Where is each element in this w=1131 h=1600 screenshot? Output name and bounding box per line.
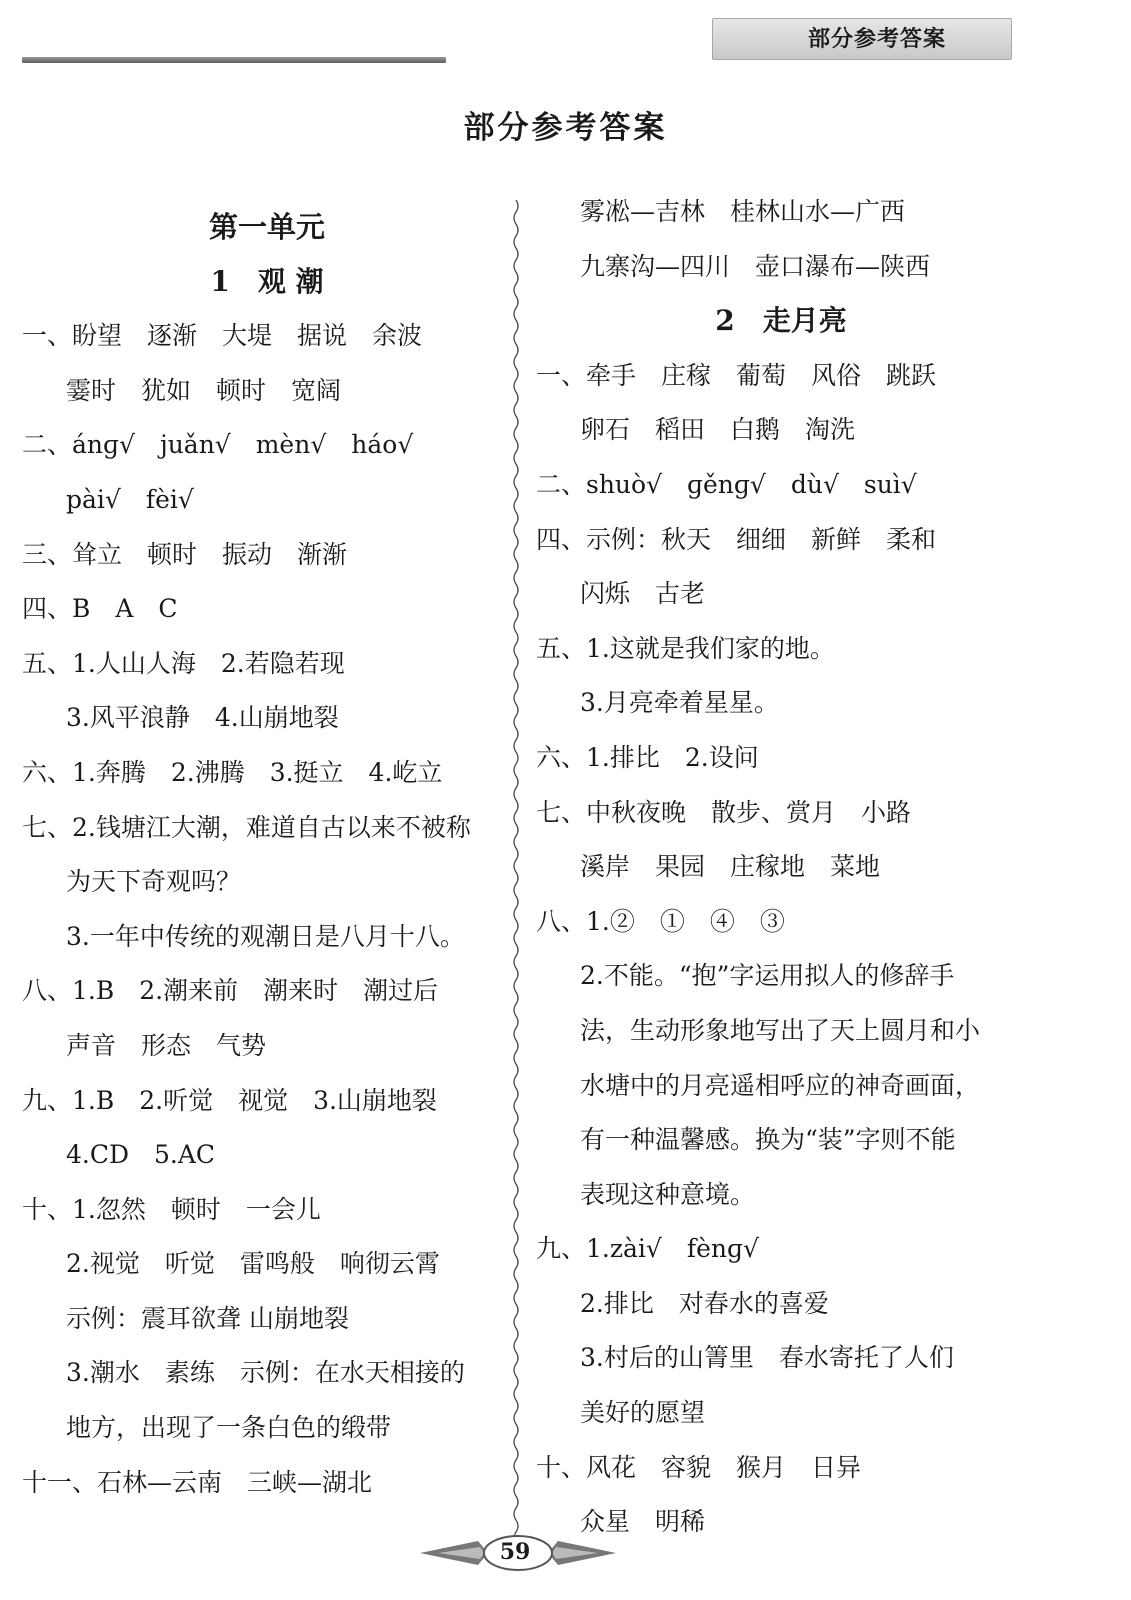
answer-line: 有一种温馨感。换为“装”字则不能 — [580, 1125, 956, 1155]
answer-line: 3.村后的山箐里 春水寄托了人们 — [580, 1343, 954, 1373]
answer-line: 八、1.B 2.潮来前 潮来时 潮过后 — [22, 976, 439, 1006]
header-tab: 部分参考答案 — [712, 18, 1012, 60]
answer-line: 五、1.这就是我们家的地。 — [536, 633, 835, 663]
answer-line: 闪烁 古老 — [580, 579, 706, 609]
page-number: 59 — [499, 1539, 531, 1565]
answer-line: 地方，出现了一条白色的缎带 — [66, 1413, 392, 1443]
answer-line: 一、盼望 逐渐 大堤 据说 余波 — [22, 321, 423, 351]
section-heading: 第一单元 — [208, 210, 325, 244]
answer-line: 九、1.B 2.听觉 视觉 3.山崩地裂 — [22, 1085, 437, 1115]
answer-line: 2.不能。“抱”字运用拟人的修辞手 — [580, 961, 955, 991]
answer-line: 卵石 稻田 白鹅 淘洗 — [580, 415, 856, 445]
answer-line: pài√ fèi√ — [66, 484, 194, 514]
answer-line: 示例：震耳欲聋 山崩地裂 — [66, 1303, 349, 1333]
answer-line: 众星 明稀 — [580, 1507, 706, 1537]
answer-line: 七、中秋夜晚 散步、赏月 小路 — [536, 797, 912, 827]
answer-line: 雾凇—吉林 桂林山水—广西 — [580, 197, 906, 226]
header-rule — [22, 57, 446, 63]
answer-line: 水塘中的月亮遥相呼应的神奇画面， — [580, 1070, 981, 1100]
answer-line: 法，生动形象地写出了天上圆月和小 — [580, 1015, 981, 1045]
answer-line: 为天下奇观吗？ — [66, 867, 242, 897]
answer-line: 二、shuò√ ɡěnɡ√ dù√ suì√ — [536, 469, 917, 499]
answer-line: 一、牵手 庄稼 葡萄 风俗 跳跃 — [536, 360, 937, 390]
answer-line: 四、B A C — [22, 594, 178, 624]
answer-line: 2.排比 对春水的喜爱 — [580, 1288, 829, 1318]
answer-line: 五、1.人山人海 2.若隐若现 — [22, 648, 345, 678]
answer-line: 2.视觉 听觉 雷鸣般 响彻云霄 — [66, 1249, 440, 1279]
section-heading: 1 观 潮 — [210, 264, 324, 298]
answer-line: 十、风花 容貌 猴月 日异 — [536, 1452, 862, 1482]
answer-line: 七、2.钱塘江大潮，难道自古以来不被称 — [22, 812, 471, 842]
section-heading: 2 走月亮 — [715, 304, 847, 338]
answer-line: 十一、石林—云南 三峡—湖北 — [22, 1467, 373, 1497]
right-column — [536, 185, 1026, 1550]
answer-line: 二、ánɡ√ juǎn√ mèn√ háo√ — [22, 430, 414, 460]
answer-line: 九寨沟—四川 壶口瀑布—陕西 — [580, 251, 931, 281]
answer-line: 3.一年中传统的观潮日是八月十八。 — [66, 921, 465, 951]
answer-line: 美好的愿望 — [580, 1398, 706, 1428]
left-column — [22, 200, 512, 1510]
answer-line: 3.潮水 素练 示例：在水天相接的 — [66, 1358, 465, 1388]
answer-line: 霎时 犹如 顿时 宽阔 — [66, 375, 342, 405]
answer-line: 声音 形态 气势 — [66, 1030, 267, 1060]
answer-line: 十、1.忽然 顿时 一会儿 — [22, 1194, 321, 1224]
answer-line: 4.CD 5.AC — [66, 1140, 216, 1170]
answer-line: 三、耸立 顿时 振动 渐渐 — [22, 539, 348, 569]
answer-line: 九、1.zài√ fènɡ√ — [536, 1234, 759, 1264]
answer-line: 3.风平浪静 4.山崩地裂 — [66, 703, 339, 733]
answer-line: 六、1.排比 2.设问 — [536, 742, 759, 772]
answer-line: 溪岸 果园 庄稼地 菜地 — [580, 852, 881, 882]
answer-line: 3.月亮牵着星星。 — [580, 688, 779, 718]
answer-line: 四、示例：秋天 细细 新鲜 柔和 — [536, 524, 937, 554]
answer-line: 八、1.② ① ④ ③ — [536, 906, 785, 936]
answer-line: 六、1.奔腾 2.沸腾 3.挺立 4.屹立 — [22, 757, 443, 787]
answer-line: 表现这种意境。 — [580, 1179, 756, 1209]
page-title: 部分参考答案 — [463, 110, 668, 146]
